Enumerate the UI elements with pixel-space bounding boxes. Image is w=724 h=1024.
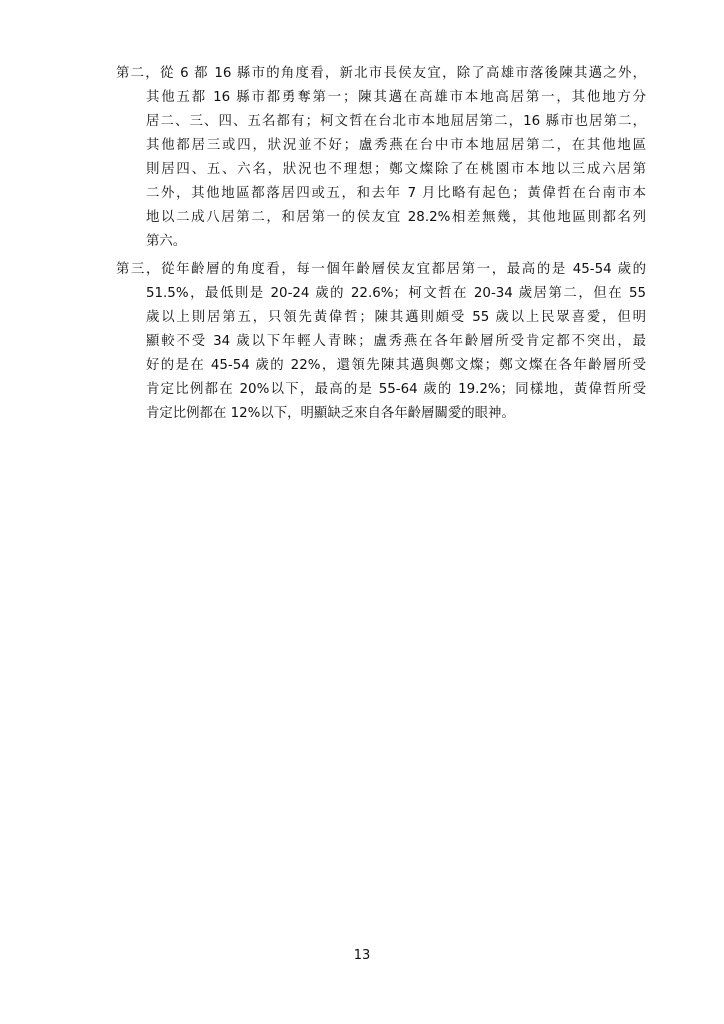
paragraph-line: 則居四、五、六名，狀況也不理想；鄭文燦除了在桃園市本地以三成六居第 — [146, 162, 646, 177]
paragraph-line: 二外，其他地區都落居四或五，和去年 7 月比略有起色；黃偉哲在台南市本 — [146, 186, 646, 201]
paragraph-line: 第三，從年齡層的角度看，每一個年齡層侯友宜都居第一，最高的是 45-54 歲的 — [116, 262, 646, 277]
paragraph-line: 其他五都 16 縣市都勇奪第一；陳其邁在高雄市本地高居第一，其他地方分 — [146, 90, 646, 105]
paragraph-line: 其他都居三或四，狀況並不好；盧秀燕在台中市本地屈居第二，在其他地區 — [146, 138, 646, 153]
paragraph-third-point — [116, 258, 646, 426]
paragraph-line: 第二，從 6 都 16 縣市的角度看，新北市長侯友宜，除了高雄市落後陳其邁之外， — [116, 66, 646, 81]
paragraph-line: 51.5%，最低則是 20-24 歲的 22.6%；柯文哲在 20-34 歲居第二，但在 55 — [146, 286, 646, 301]
paragraph-line: 好的是在 45-54 歲的 22%，還領先陳其邁與鄭文燦；鄭文燦在各年齡層所受 — [146, 358, 646, 373]
paragraph-line: 居二、三、四、五名都有；柯文哲在台北市本地屈居第二，16 縣市也居第二， — [146, 114, 646, 129]
paragraph-line: 顯較不受 34 歲以下年輕人青睞；盧秀燕在各年齡層所受肯定都不突出，最 — [146, 334, 646, 349]
paragraph-second-point — [116, 62, 646, 254]
paragraph-line: 第六。 — [146, 234, 187, 249]
paragraph-line: 肯定比例都在 12%以下，明顯缺乏來自各年齡層關愛的眼神。 — [146, 406, 515, 421]
paragraph-line: 地以二成八居第二，和居第一的侯友宜 28.2%相差無幾，其他地區則都名列 — [146, 210, 646, 225]
paragraph-line: 歲以上則居第五，只領先黃偉哲；陳其邁則頗受 55 歲以上民眾喜愛，但明 — [146, 310, 646, 325]
paragraph-line: 肯定比例都在 20%以下，最高的是 55-64 歲的 19.2%；同樣地，黃偉哲所受 — [146, 382, 646, 397]
page-number: 13 — [353, 948, 371, 963]
